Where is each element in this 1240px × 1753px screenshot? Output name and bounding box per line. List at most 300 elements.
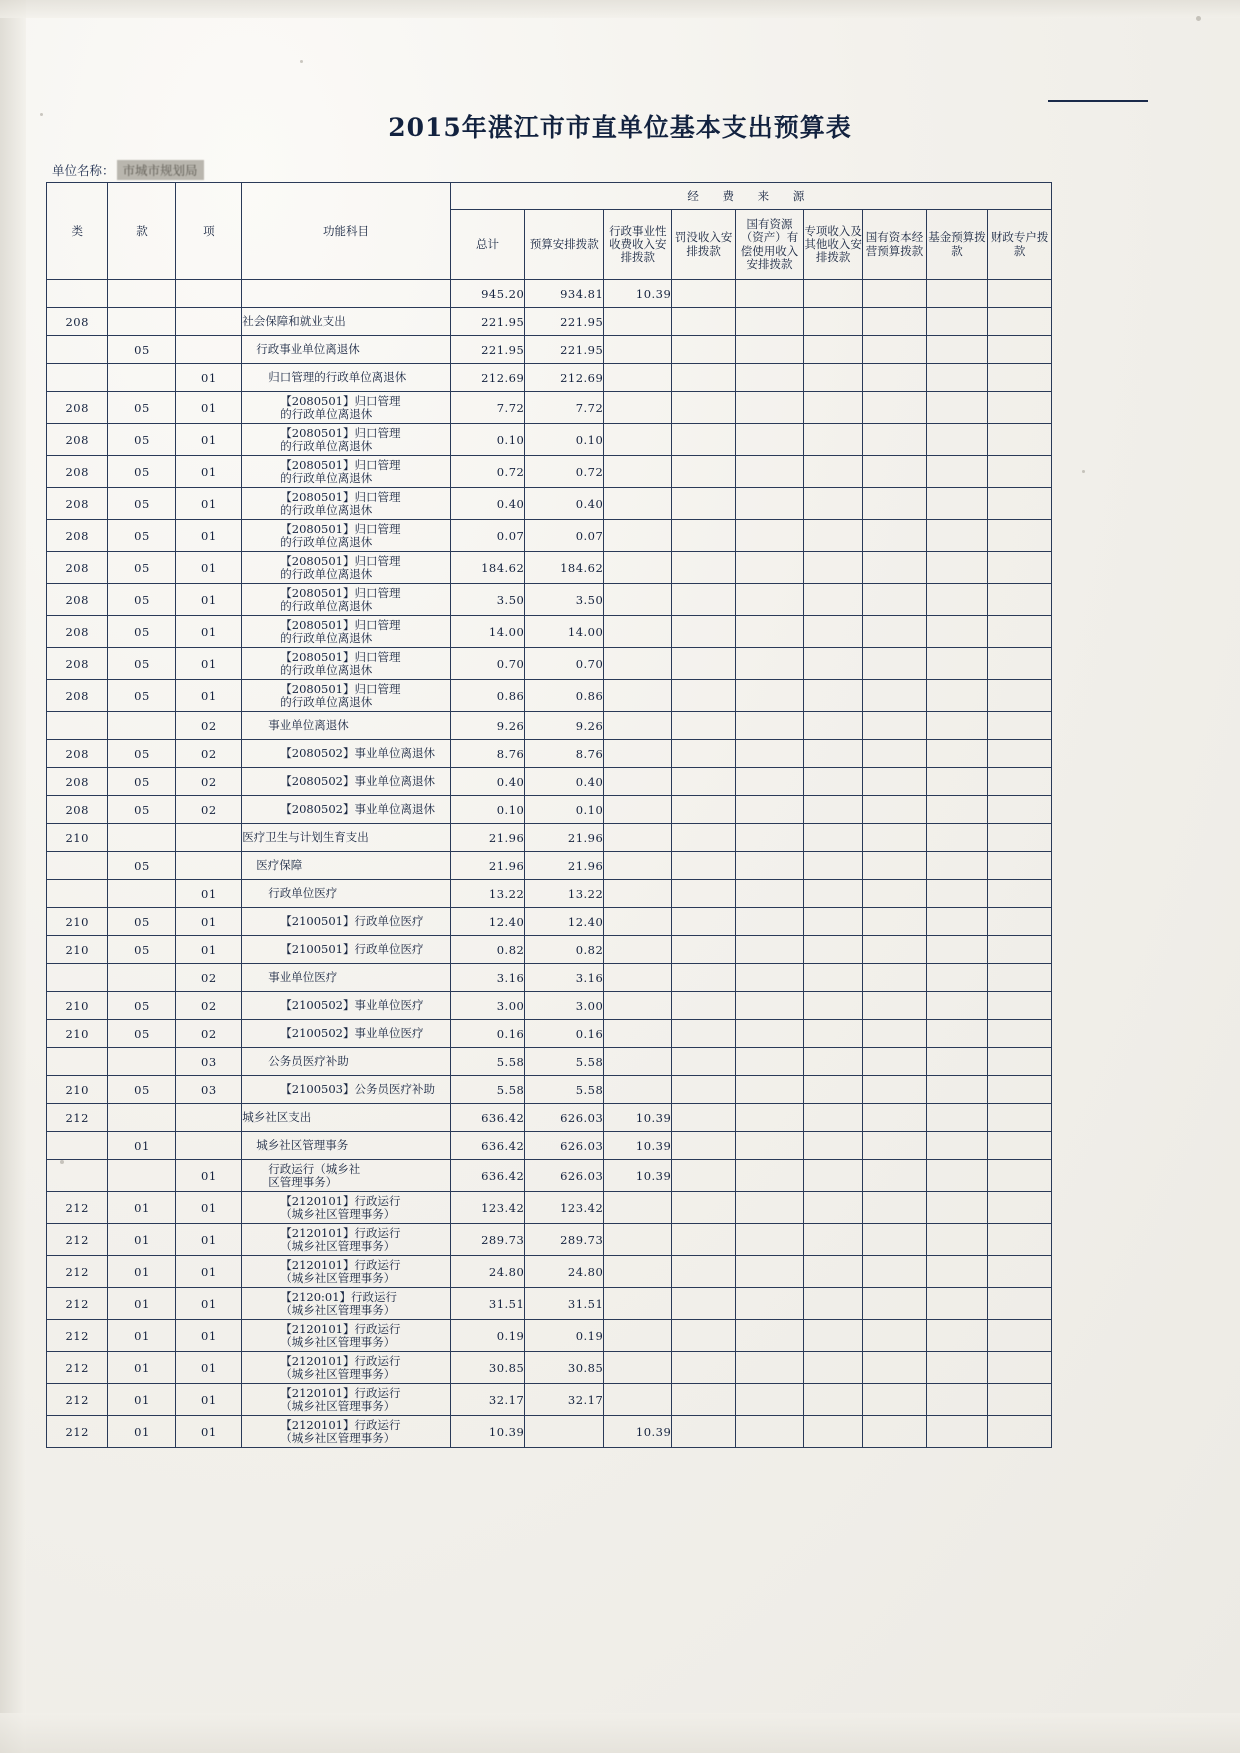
cell-lei: 208 (47, 520, 108, 552)
cell-fine-income (672, 336, 736, 364)
cell-fine-income (672, 1352, 736, 1384)
cell-fund-budget (926, 1256, 987, 1288)
cell-subject: 【2080502】事业单位离退休 (242, 740, 450, 768)
cell-lei: 208 (47, 768, 108, 796)
cell-fiscal-special-account (988, 964, 1052, 992)
cell-fiscal-special-account (988, 308, 1052, 336)
cell-fund-budget (926, 1192, 987, 1224)
cell-state-capital-operating (863, 584, 927, 616)
table-row (47, 392, 1052, 424)
cell-total: 636.42 (450, 1132, 525, 1160)
cell-lei: 212 (47, 1192, 108, 1224)
cell-subject: 【2080501】归口管理 的行政单位离退休 (242, 392, 450, 424)
cell-xiang (176, 308, 242, 336)
scan-speck (40, 113, 43, 116)
cell-fine-income (672, 308, 736, 336)
cell-fiscal-special-account (988, 616, 1052, 648)
cell-kuan: 05 (108, 740, 176, 768)
cell-total: 5.58 (450, 1048, 525, 1076)
cell-lei: 210 (47, 1020, 108, 1048)
cell-fine-income (672, 1020, 736, 1048)
cell-xiang: 01 (176, 1288, 242, 1320)
cell-xiang: 01 (176, 1256, 242, 1288)
cell-fiscal-special-account (988, 488, 1052, 520)
cell-lei: 208 (47, 424, 108, 456)
table-row (47, 336, 1052, 364)
cell-state-capital-operating (863, 1020, 927, 1048)
cell-budget-alloc: 289.73 (525, 1224, 604, 1256)
cell-budget-alloc: 8.76 (525, 740, 604, 768)
cell-state-asset-paid-use (735, 992, 803, 1020)
cell-state-capital-operating (863, 1160, 927, 1192)
cell-fund-budget (926, 768, 987, 796)
cell-fine-income (672, 648, 736, 680)
cell-special-other-income (803, 392, 862, 424)
cell-state-capital-operating (863, 520, 927, 552)
cell-fund-budget (926, 908, 987, 936)
cell-lei: 208 (47, 616, 108, 648)
cell-fine-income (672, 880, 736, 908)
cell-total: 0.40 (450, 768, 525, 796)
cell-total: 289.73 (450, 1224, 525, 1256)
cell-state-asset-paid-use (735, 552, 803, 584)
cell-total: 0.72 (450, 456, 525, 488)
cell-budget-alloc (525, 1416, 604, 1448)
cell-total: 0.10 (450, 796, 525, 824)
col-header-lei: 类 (47, 183, 108, 280)
cell-fiscal-special-account (988, 712, 1052, 740)
col-header-kuan: 款 (108, 183, 176, 280)
col-header-total: 总计 (450, 210, 525, 280)
cell-lei (47, 336, 108, 364)
table-row (47, 1076, 1052, 1104)
cell-fund-budget (926, 1288, 987, 1320)
table-row (47, 364, 1052, 392)
cell-kuan: 05 (108, 424, 176, 456)
cell-total: 7.72 (450, 392, 525, 424)
cell-subject: 【2120101】行政运行 （城乡社区管理事务） (242, 1320, 450, 1352)
cell-special-other-income (803, 796, 862, 824)
cell-total: 32.17 (450, 1384, 525, 1416)
cell-xiang: 02 (176, 964, 242, 992)
cell-fund-budget (926, 280, 987, 308)
cell-special-other-income (803, 1076, 862, 1104)
cell-lei: 208 (47, 796, 108, 824)
cell-special-other-income (803, 824, 862, 852)
cell-fine-income (672, 768, 736, 796)
table-row (47, 1020, 1052, 1048)
cell-fine-income (672, 1076, 736, 1104)
cell-kuan (108, 1104, 176, 1132)
col-header-special-other-income: 专项收入及其他收入安排拨款 (803, 210, 862, 280)
cell-subject: 行政事业单位离退休 (242, 336, 450, 364)
cell-state-asset-paid-use (735, 308, 803, 336)
cell-state-capital-operating (863, 852, 927, 880)
cell-fund-budget (926, 424, 987, 456)
cell-lei: 210 (47, 992, 108, 1020)
cell-kuan: 01 (108, 1352, 176, 1384)
cell-special-other-income (803, 768, 862, 796)
cell-state-capital-operating (863, 1076, 927, 1104)
cell-state-capital-operating (863, 648, 927, 680)
cell-admin-fee-income (604, 1192, 672, 1224)
cell-budget-alloc: 0.82 (525, 936, 604, 964)
cell-state-capital-operating (863, 880, 927, 908)
cell-xiang: 01 (176, 616, 242, 648)
cell-kuan: 05 (108, 392, 176, 424)
cell-admin-fee-income (604, 824, 672, 852)
cell-state-capital-operating (863, 424, 927, 456)
cell-budget-alloc: 32.17 (525, 1384, 604, 1416)
cell-total: 0.10 (450, 424, 525, 456)
cell-total: 0.16 (450, 1020, 525, 1048)
cell-fine-income (672, 712, 736, 740)
header-rule (1048, 100, 1148, 102)
cell-fiscal-special-account (988, 336, 1052, 364)
cell-budget-alloc: 3.16 (525, 964, 604, 992)
cell-state-capital-operating (863, 768, 927, 796)
cell-state-asset-paid-use (735, 424, 803, 456)
cell-kuan: 05 (108, 616, 176, 648)
cell-state-asset-paid-use (735, 768, 803, 796)
scan-speck (300, 60, 303, 63)
table-row (47, 424, 1052, 456)
cell-fiscal-special-account (988, 364, 1052, 392)
table-row (47, 280, 1052, 308)
cell-kuan: 01 (108, 1132, 176, 1160)
table-row (47, 908, 1052, 936)
cell-admin-fee-income: 10.39 (604, 280, 672, 308)
cell-fiscal-special-account (988, 1132, 1052, 1160)
cell-state-capital-operating (863, 1224, 927, 1256)
cell-special-other-income (803, 992, 862, 1020)
cell-fiscal-special-account (988, 1160, 1052, 1192)
cell-lei: 212 (47, 1416, 108, 1448)
cell-fiscal-special-account (988, 1416, 1052, 1448)
cell-state-asset-paid-use (735, 520, 803, 552)
cell-total: 123.42 (450, 1192, 525, 1224)
cell-xiang: 02 (176, 768, 242, 796)
cell-xiang: 01 (176, 908, 242, 936)
cell-admin-fee-income: 10.39 (604, 1132, 672, 1160)
cell-state-asset-paid-use (735, 392, 803, 424)
cell-kuan (108, 280, 176, 308)
cell-kuan: 01 (108, 1288, 176, 1320)
cell-lei: 208 (47, 552, 108, 584)
cell-xiang: 01 (176, 584, 242, 616)
page-edge-top (0, 0, 1240, 18)
cell-fiscal-special-account (988, 280, 1052, 308)
cell-fund-budget (926, 1076, 987, 1104)
cell-budget-alloc: 626.03 (525, 1160, 604, 1192)
cell-kuan: 05 (108, 992, 176, 1020)
cell-fiscal-special-account (988, 1384, 1052, 1416)
cell-fiscal-special-account (988, 992, 1052, 1020)
cell-total: 221.95 (450, 308, 525, 336)
table-row (47, 680, 1052, 712)
cell-fiscal-special-account (988, 584, 1052, 616)
cell-xiang: 02 (176, 992, 242, 1020)
cell-kuan: 05 (108, 336, 176, 364)
cell-kuan: 05 (108, 680, 176, 712)
table-row (47, 880, 1052, 908)
cell-state-capital-operating (863, 740, 927, 768)
cell-admin-fee-income (604, 520, 672, 552)
cell-fiscal-special-account (988, 1020, 1052, 1048)
cell-special-other-income (803, 1416, 862, 1448)
cell-fine-income (672, 392, 736, 424)
cell-special-other-income (803, 908, 862, 936)
cell-total: 9.26 (450, 712, 525, 740)
cell-admin-fee-income (604, 1256, 672, 1288)
cell-kuan: 05 (108, 796, 176, 824)
cell-fund-budget (926, 1160, 987, 1192)
cell-fund-budget (926, 1320, 987, 1352)
cell-fund-budget (926, 456, 987, 488)
cell-state-capital-operating (863, 1192, 927, 1224)
cell-special-other-income (803, 520, 862, 552)
cell-total: 13.22 (450, 880, 525, 908)
cell-fiscal-special-account (988, 424, 1052, 456)
table-row (47, 1224, 1052, 1256)
cell-lei: 208 (47, 456, 108, 488)
cell-fiscal-special-account (988, 1288, 1052, 1320)
cell-state-asset-paid-use (735, 1352, 803, 1384)
cell-fiscal-special-account (988, 680, 1052, 712)
cell-subject: 【2120101】行政运行 （城乡社区管理事务） (242, 1256, 450, 1288)
cell-lei: 210 (47, 936, 108, 964)
table-row (47, 648, 1052, 680)
cell-kuan (108, 964, 176, 992)
cell-special-other-income (803, 1104, 862, 1132)
cell-state-capital-operating (863, 936, 927, 964)
cell-budget-alloc: 0.40 (525, 768, 604, 796)
cell-total: 636.42 (450, 1104, 525, 1132)
cell-admin-fee-income (604, 336, 672, 364)
cell-fund-budget (926, 1048, 987, 1076)
cell-special-other-income (803, 280, 862, 308)
cell-budget-alloc: 0.86 (525, 680, 604, 712)
cell-state-asset-paid-use (735, 1132, 803, 1160)
cell-admin-fee-income (604, 1020, 672, 1048)
table-row (47, 1104, 1052, 1132)
cell-subject: 【2080501】归口管理 的行政单位离退休 (242, 648, 450, 680)
cell-kuan (108, 308, 176, 336)
unit-name-label: 单位名称： (52, 163, 115, 178)
col-header-budget-alloc: 预算安排拨款 (525, 210, 604, 280)
cell-admin-fee-income (604, 1048, 672, 1076)
cell-subject: 【2120101】行政运行 （城乡社区管理事务） (242, 1352, 450, 1384)
cell-fiscal-special-account (988, 1256, 1052, 1288)
cell-xiang (176, 824, 242, 852)
cell-fiscal-special-account (988, 1192, 1052, 1224)
cell-lei: 212 (47, 1256, 108, 1288)
cell-fine-income (672, 796, 736, 824)
cell-fine-income (672, 936, 736, 964)
cell-state-asset-paid-use (735, 1048, 803, 1076)
cell-state-asset-paid-use (735, 616, 803, 648)
cell-fund-budget (926, 648, 987, 680)
cell-admin-fee-income (604, 616, 672, 648)
cell-special-other-income (803, 712, 862, 740)
cell-budget-alloc: 0.19 (525, 1320, 604, 1352)
cell-budget-alloc: 12.40 (525, 908, 604, 936)
cell-fund-budget (926, 936, 987, 964)
cell-special-other-income (803, 552, 862, 584)
cell-budget-alloc: 0.07 (525, 520, 604, 552)
cell-fund-budget (926, 392, 987, 424)
cell-budget-alloc: 0.16 (525, 1020, 604, 1048)
cell-fine-income (672, 1320, 736, 1352)
table-row (47, 852, 1052, 880)
cell-kuan: 01 (108, 1320, 176, 1352)
cell-special-other-income (803, 1224, 862, 1256)
cell-fine-income (672, 488, 736, 520)
cell-state-asset-paid-use (735, 1192, 803, 1224)
cell-fiscal-special-account (988, 740, 1052, 768)
cell-admin-fee-income (604, 880, 672, 908)
cell-admin-fee-income (604, 852, 672, 880)
cell-kuan (108, 1048, 176, 1076)
cell-state-capital-operating (863, 392, 927, 424)
cell-admin-fee-income (604, 424, 672, 456)
cell-special-other-income (803, 308, 862, 336)
cell-admin-fee-income (604, 1224, 672, 1256)
cell-subject: 【2080501】归口管理 的行政单位离退休 (242, 424, 450, 456)
cell-fund-budget (926, 1132, 987, 1160)
cell-budget-alloc: 221.95 (525, 336, 604, 364)
cell-state-capital-operating (863, 1132, 927, 1160)
cell-budget-alloc: 221.95 (525, 308, 604, 336)
cell-state-capital-operating (863, 1416, 927, 1448)
cell-total: 8.76 (450, 740, 525, 768)
cell-fine-income (672, 616, 736, 648)
cell-special-other-income (803, 584, 862, 616)
table-row (47, 964, 1052, 992)
cell-lei: 212 (47, 1384, 108, 1416)
cell-fiscal-special-account (988, 456, 1052, 488)
cell-state-asset-paid-use (735, 680, 803, 712)
cell-lei: 208 (47, 488, 108, 520)
page-edge-bottom (0, 1713, 1240, 1753)
cell-fine-income (672, 1160, 736, 1192)
cell-state-capital-operating (863, 1288, 927, 1320)
cell-total: 3.16 (450, 964, 525, 992)
cell-fiscal-special-account (988, 520, 1052, 552)
cell-kuan: 05 (108, 488, 176, 520)
cell-special-other-income (803, 1288, 862, 1320)
cell-fine-income (672, 1132, 736, 1160)
cell-budget-alloc: 626.03 (525, 1104, 604, 1132)
cell-xiang: 01 (176, 936, 242, 964)
cell-admin-fee-income (604, 308, 672, 336)
cell-fine-income (672, 1256, 736, 1288)
cell-xiang: 01 (176, 1320, 242, 1352)
cell-fund-budget (926, 364, 987, 392)
cell-fund-budget (926, 964, 987, 992)
cell-kuan: 01 (108, 1192, 176, 1224)
cell-admin-fee-income (604, 1320, 672, 1352)
cell-fund-budget (926, 824, 987, 852)
cell-total: 14.00 (450, 616, 525, 648)
table-row (47, 488, 1052, 520)
cell-subject: 【2080501】归口管理 的行政单位离退休 (242, 584, 450, 616)
cell-state-capital-operating (863, 308, 927, 336)
cell-fine-income (672, 992, 736, 1020)
cell-subject: 【2100502】事业单位医疗 (242, 1020, 450, 1048)
cell-subject: 社会保障和就业支出 (242, 308, 450, 336)
cell-kuan: 05 (108, 1020, 176, 1048)
cell-subject: 【2120101】行政运行 （城乡社区管理事务） (242, 1416, 450, 1448)
cell-fine-income (672, 908, 736, 936)
cell-kuan: 05 (108, 520, 176, 552)
cell-subject: 【2120101】行政运行 （城乡社区管理事务） (242, 1192, 450, 1224)
cell-fund-budget (926, 1384, 987, 1416)
cell-state-asset-paid-use (735, 1384, 803, 1416)
table-header-group-row (47, 183, 1052, 210)
cell-fiscal-special-account (988, 1224, 1052, 1256)
cell-special-other-income (803, 456, 862, 488)
cell-fiscal-special-account (988, 1076, 1052, 1104)
cell-total: 0.40 (450, 488, 525, 520)
col-header-xiang: 项 (176, 183, 242, 280)
cell-xiang: 02 (176, 796, 242, 824)
cell-total: 221.95 (450, 336, 525, 364)
cell-budget-alloc: 934.81 (525, 280, 604, 308)
cell-state-asset-paid-use (735, 456, 803, 488)
cell-fiscal-special-account (988, 824, 1052, 852)
table-row (47, 1048, 1052, 1076)
cell-fine-income (672, 1384, 736, 1416)
cell-special-other-income (803, 1256, 862, 1288)
cell-fiscal-special-account (988, 908, 1052, 936)
table-row (47, 552, 1052, 584)
cell-xiang: 01 (176, 1384, 242, 1416)
cell-xiang: 01 (176, 456, 242, 488)
cell-admin-fee-income (604, 1076, 672, 1104)
unit-name-value: 市城市规划局 (117, 160, 204, 180)
cell-fund-budget (926, 1416, 987, 1448)
cell-special-other-income (803, 1132, 862, 1160)
cell-budget-alloc: 9.26 (525, 712, 604, 740)
cell-fiscal-special-account (988, 648, 1052, 680)
cell-admin-fee-income: 10.39 (604, 1104, 672, 1132)
cell-subject: 医疗卫生与计划生育支出 (242, 824, 450, 852)
cell-budget-alloc: 3.50 (525, 584, 604, 616)
cell-fiscal-special-account (988, 392, 1052, 424)
cell-special-other-income (803, 336, 862, 364)
cell-admin-fee-income: 10.39 (604, 1160, 672, 1192)
cell-fund-budget (926, 712, 987, 740)
cell-total: 212.69 (450, 364, 525, 392)
cell-xiang: 01 (176, 520, 242, 552)
cell-special-other-income (803, 616, 862, 648)
cell-budget-alloc: 30.85 (525, 1352, 604, 1384)
cell-xiang: 01 (176, 364, 242, 392)
cell-lei: 210 (47, 1076, 108, 1104)
cell-fine-income (672, 280, 736, 308)
cell-fine-income (672, 1288, 736, 1320)
cell-fund-budget (926, 852, 987, 880)
cell-state-asset-paid-use (735, 824, 803, 852)
cell-lei (47, 364, 108, 392)
cell-kuan: 05 (108, 852, 176, 880)
cell-total: 0.70 (450, 648, 525, 680)
cell-budget-alloc: 21.96 (525, 824, 604, 852)
cell-budget-alloc: 5.58 (525, 1048, 604, 1076)
cell-xiang: 02 (176, 740, 242, 768)
cell-fund-budget (926, 552, 987, 584)
